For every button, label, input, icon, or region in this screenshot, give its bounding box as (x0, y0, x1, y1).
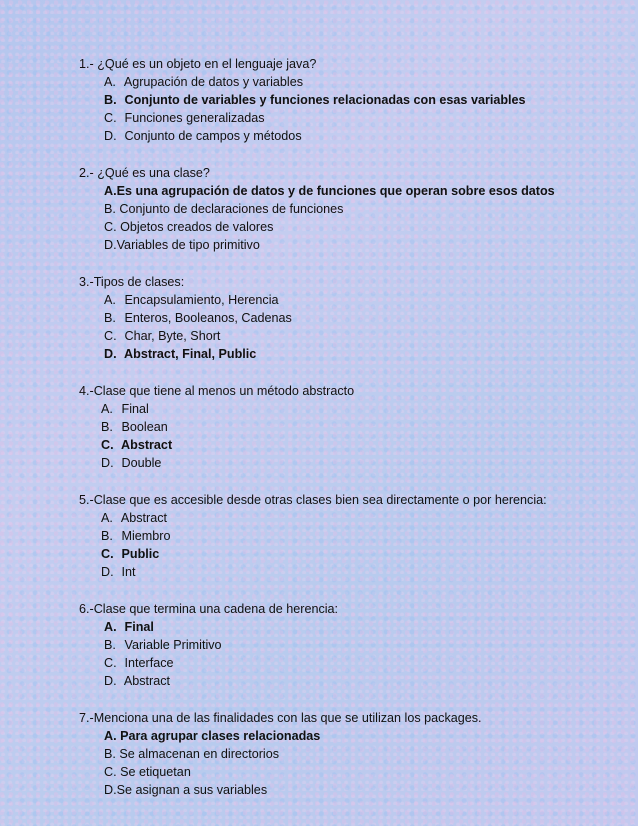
question-3 (79, 273, 619, 363)
option-text: Variable Primitivo (124, 638, 222, 652)
question-number: 5.- (79, 493, 94, 507)
option-letter: B. (104, 202, 116, 216)
question-title (79, 164, 619, 182)
option-letter: A. (104, 293, 116, 307)
option-letter: B. (101, 529, 113, 543)
option-a (79, 509, 619, 527)
option-c (79, 763, 619, 781)
option-letter: B. (104, 747, 116, 761)
question-title (79, 491, 619, 509)
option-text: Se asignan a sus variables (116, 783, 268, 797)
option-b (79, 636, 619, 654)
option-text: Final (121, 402, 149, 416)
question-number: 3.- (79, 275, 94, 289)
option-letter: A. (104, 729, 117, 743)
question-6 (79, 600, 619, 690)
option-text: Es una agrupación de datos y de funciones que operan sobre esos datos (116, 184, 555, 198)
option-c (79, 327, 619, 345)
option-a (79, 400, 619, 418)
question-5 (79, 491, 619, 581)
option-letter: B. (101, 420, 113, 434)
option-text: Conjunto de campos y métodos (124, 129, 302, 143)
option-a (79, 73, 619, 91)
option-text: Abstract (121, 438, 173, 452)
option-text: Abstract, Final, Public (124, 347, 257, 361)
option-c (79, 109, 619, 127)
option-letter: D. (104, 238, 117, 252)
option-letter: B. (104, 638, 116, 652)
option-b (79, 309, 619, 327)
option-a-correct (79, 618, 619, 636)
option-d (79, 236, 619, 254)
option-c-correct (79, 545, 619, 563)
question-title (79, 273, 619, 291)
option-text: Encapsulamiento, Herencia (124, 293, 279, 307)
option-letter: B. (104, 93, 117, 107)
option-d (79, 454, 619, 472)
option-text: Interface (124, 656, 174, 670)
option-d (79, 127, 619, 145)
option-letter: A. (104, 620, 117, 634)
option-letter: C. (101, 547, 114, 561)
option-b (79, 200, 619, 218)
question-number: 6.- (79, 602, 94, 616)
option-letter: D. (104, 783, 117, 797)
option-text: Final (124, 620, 154, 634)
option-d (79, 781, 619, 799)
option-letter: A. (101, 402, 113, 416)
option-text: Abstract (123, 674, 171, 688)
option-letter: C. (104, 111, 117, 125)
option-c-correct (79, 436, 619, 454)
question-text: ¿Qué es un objeto en el lenguaje java? (93, 57, 317, 71)
option-letter: C. (101, 438, 114, 452)
option-letter: A. (101, 511, 113, 525)
question-text: Clase que tiene al menos un método abstracto (93, 384, 355, 398)
option-d (79, 672, 619, 690)
option-b (79, 745, 619, 763)
option-d-correct (79, 345, 619, 363)
option-letter: C. (104, 765, 117, 779)
question-2 (79, 164, 619, 254)
option-a (79, 291, 619, 309)
question-text: Tipos de clases: (93, 275, 185, 289)
option-text: Objetos creados de valores (120, 220, 274, 234)
option-b (79, 418, 619, 436)
option-text: Para agrupar clases relacionadas (120, 729, 321, 743)
option-text: Abstract (120, 511, 168, 525)
question-title (79, 709, 619, 727)
option-text: Miembro (121, 529, 171, 543)
option-b (79, 527, 619, 545)
question-title (79, 55, 619, 73)
question-title (79, 382, 619, 400)
quiz-document (79, 55, 619, 818)
question-text: Clase que es accesible desde otras clases bien sea directamente o por herencia: (93, 493, 547, 507)
question-text: ¿Qué es una clase? (93, 166, 210, 180)
option-text: Int (121, 565, 136, 579)
option-letter: C. (104, 220, 117, 234)
option-letter: D. (104, 347, 117, 361)
option-letter: C. (104, 656, 117, 670)
option-letter: D. (104, 674, 117, 688)
question-title (79, 600, 619, 618)
option-c (79, 654, 619, 672)
option-letter: A. (104, 184, 117, 198)
option-text: Se almacenan en directorios (119, 747, 280, 761)
option-text: Boolean (121, 420, 168, 434)
option-b-correct (79, 91, 619, 109)
option-letter: D. (101, 565, 114, 579)
option-letter: D. (104, 129, 117, 143)
option-c (79, 218, 619, 236)
question-7 (79, 709, 619, 799)
question-number: 2.- (79, 166, 94, 180)
option-d (79, 563, 619, 581)
option-letter: C. (104, 329, 117, 343)
question-text: Clase que termina una cadena de herencia: (93, 602, 339, 616)
option-text: Enteros, Booleanos, Cadenas (124, 311, 292, 325)
option-a-correct (79, 182, 619, 200)
question-1 (79, 55, 619, 145)
option-letter: D. (101, 456, 114, 470)
question-number: 7.- (79, 711, 94, 725)
option-text: Funciones generalizadas (124, 111, 265, 125)
question-4 (79, 382, 619, 472)
option-text: Conjunto de declaraciones de funciones (119, 202, 344, 216)
question-number: 4.- (79, 384, 94, 398)
option-text: Agrupación de datos y variables (123, 75, 304, 89)
option-text: Conjunto de variables y funciones relacionadas con esas variables (124, 93, 526, 107)
option-text: Variables de tipo primitivo (116, 238, 260, 252)
option-letter: B. (104, 311, 116, 325)
question-text: Menciona una de las finalidades con las que se utilizan los packages. (93, 711, 482, 725)
option-text: Double (121, 456, 162, 470)
option-letter: A. (104, 75, 116, 89)
question-number: 1.- (79, 57, 94, 71)
option-text: Public (121, 547, 160, 561)
option-text: Char, Byte, Short (124, 329, 221, 343)
option-a-correct (79, 727, 619, 745)
option-text: Se etiquetan (120, 765, 191, 779)
